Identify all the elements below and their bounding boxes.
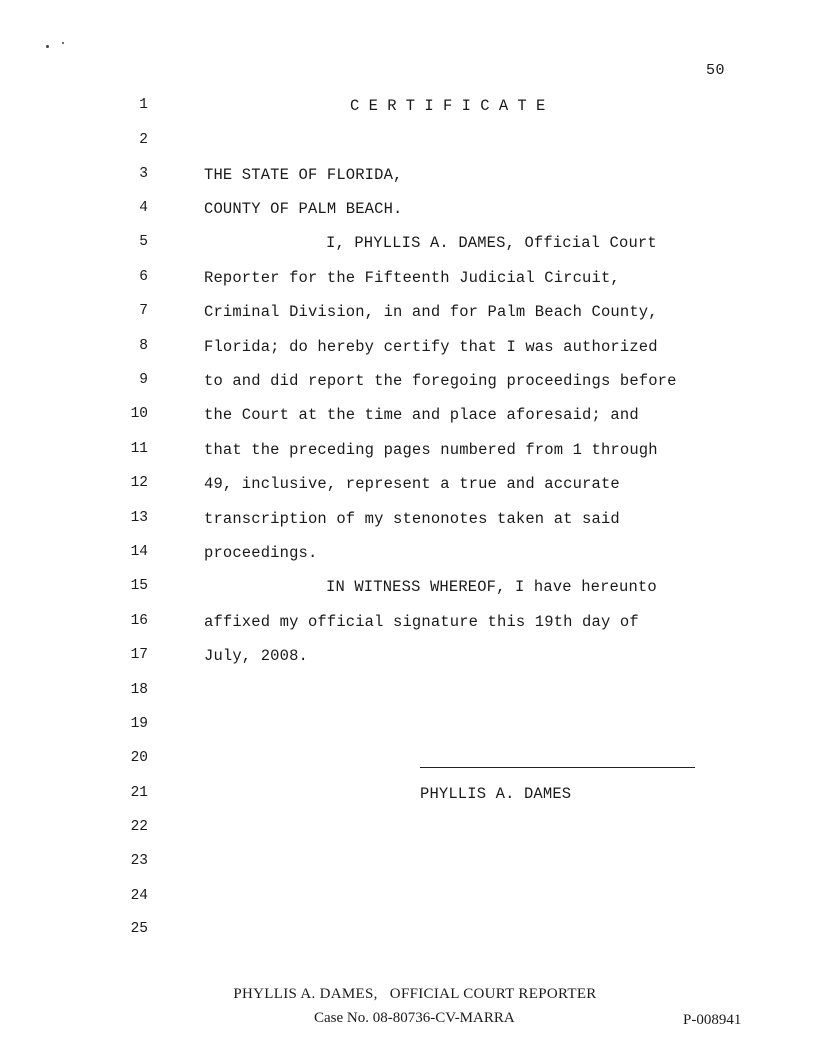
footer-case-number: Case No. 08-80736-CV-MARRA [314, 1010, 515, 1026]
transcript-line: Florida; do hereby certify that I was authorized [204, 338, 658, 356]
transcript-line: proceedings. [204, 544, 318, 562]
transcript-line: I, PHYLLIS A. DAMES, Official Court [326, 234, 657, 252]
line-number: 6 [139, 269, 148, 285]
transcript-line: 49, inclusive, represent a true and accurate [204, 475, 620, 493]
line-number: 4 [139, 200, 148, 216]
line-number: 12 [130, 475, 148, 491]
line-number: 25 [130, 921, 148, 937]
line-number: 18 [130, 682, 148, 698]
line-number: 13 [130, 510, 148, 526]
line-number: 7 [139, 303, 148, 319]
transcript-line: transcription of my stenonotes taken at said [204, 510, 620, 528]
line-number: 11 [130, 441, 148, 457]
transcript-line: THE STATE OF FLORIDA, [204, 166, 403, 184]
transcript-line: affixed my official signature this 19th day of [204, 613, 639, 631]
footer-bates-number: P-008941 [683, 1012, 742, 1028]
line-number: 20 [130, 750, 148, 766]
line-number: 3 [139, 166, 148, 182]
page-number: 50 [705, 62, 725, 79]
line-number: 21 [130, 785, 148, 801]
line-number: 17 [130, 647, 148, 663]
signatory-name: PHYLLIS A. DAMES [420, 785, 572, 803]
line-number: 15 [130, 578, 148, 594]
transcript-line: July, 2008. [204, 647, 308, 665]
signature-line [420, 767, 695, 768]
certificate-title: C E R T I F I C A T E [350, 97, 546, 115]
line-number: 8 [139, 338, 148, 354]
line-number: 14 [130, 544, 148, 560]
line-number: 9 [139, 372, 148, 388]
line-number: 19 [130, 716, 148, 732]
transcript-line: the Court at the time and place aforesaid; and [204, 406, 639, 424]
scan-speck [46, 45, 49, 48]
line-number: 22 [130, 819, 148, 835]
scan-speck [62, 42, 64, 44]
transcript-line: Criminal Division, in and for Palm Beach County, [204, 303, 658, 321]
line-number: 24 [130, 888, 148, 904]
line-number: 1 [139, 97, 148, 113]
footer-reporter: PHYLLIS A. DAMES, OFFICIAL COURT REPORTER [233, 986, 597, 1002]
line-number: 10 [130, 406, 148, 422]
line-number: 5 [139, 234, 148, 250]
line-number: 2 [139, 132, 148, 148]
transcript-line: Reporter for the Fifteenth Judicial Circuit, [204, 269, 620, 287]
transcript-line: IN WITNESS WHEREOF, I have hereunto [326, 578, 657, 596]
transcript-line: to and did report the foregoing proceedings before [204, 372, 677, 390]
line-number: 23 [130, 853, 148, 869]
transcript-line: COUNTY OF PALM BEACH. [204, 200, 403, 218]
transcript-line: that the preceding pages numbered from 1 through [204, 441, 658, 459]
line-number: 16 [130, 613, 148, 629]
